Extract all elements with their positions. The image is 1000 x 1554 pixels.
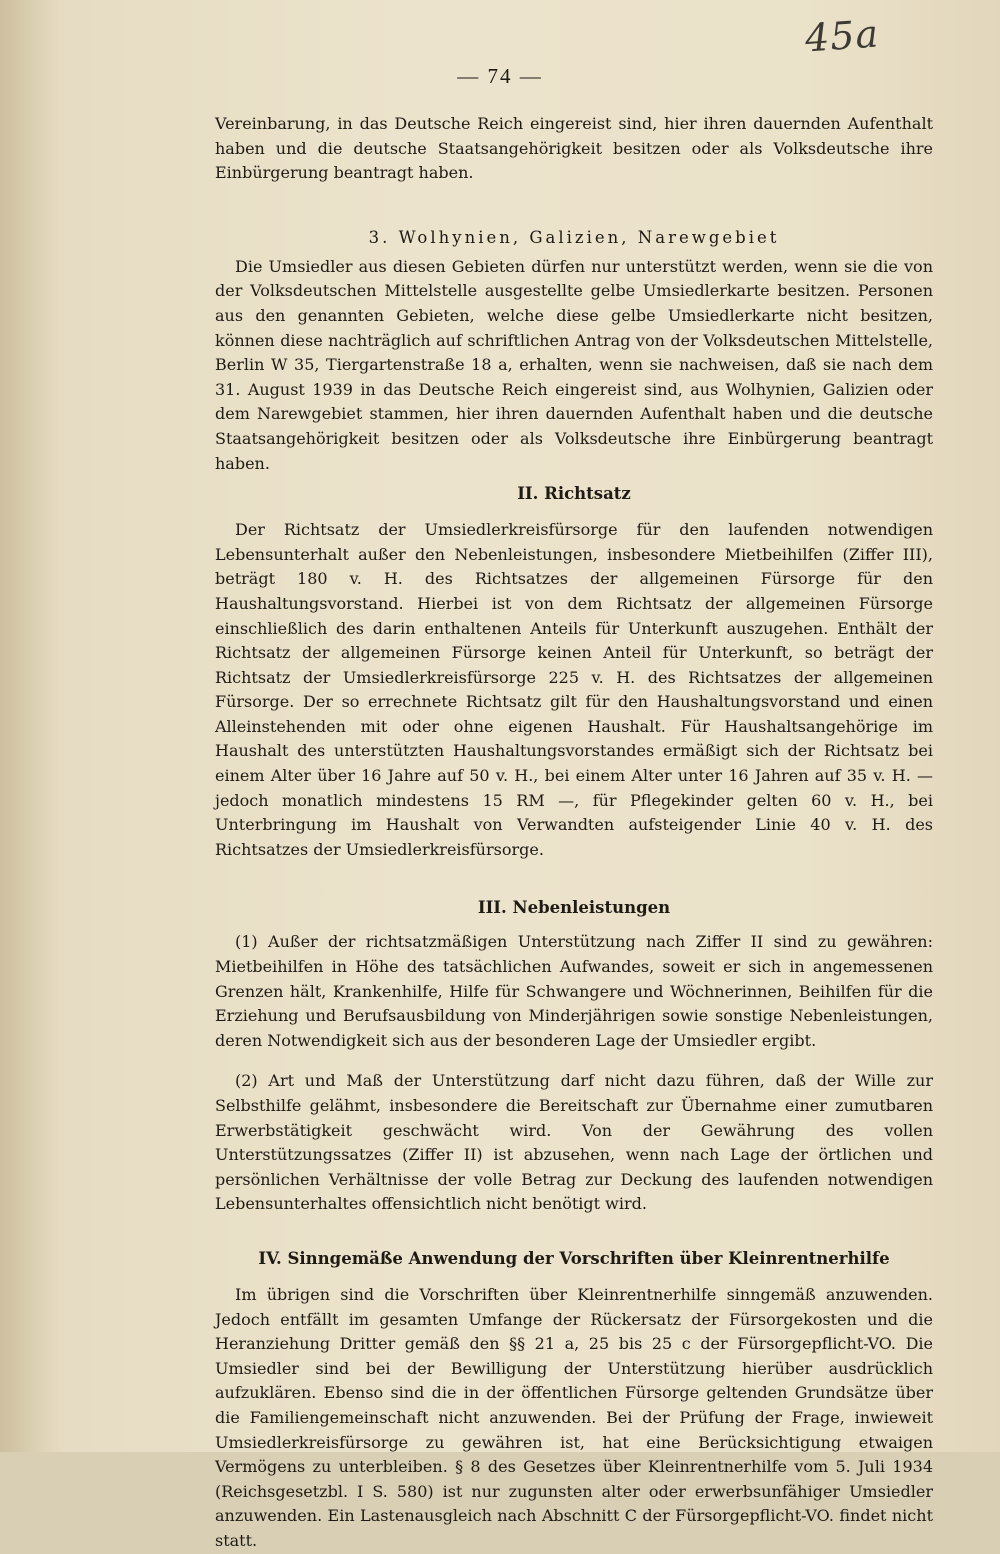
section-iv-paragraph: Im übrigen sind die Vorschriften über Kleinrentnerhilfe sinngemäß anzuwenden. Jedoch entfällt im gesamten Umfange der Rückersatz der Fürsorgekosten und die Heranziehung Dritter gemäß den §§ 21 a, 25 bis 25 c der Fürsorgepflicht-VO. Die Umsiedler sind bei der Bewilligung der Unterstützung hierüber ausdrücklich aufzuklären. Ebenso sind die in der öffentlichen Fürsorge geltenden Grundsätze über die Familiengemeinschaft nicht anzuwenden. Bei der Prüfung der Frage, inwieweit Umsiedlerkreisfürsorge zu gewähren ist, hat eine Berücksichtigung etwaigen Vermögens zu unterbleiben. § 8 des Gesetzes über Kleinrentnerhilfe vom 5. Juli 1934 (Reichsgesetzbl. I S. 580) ist nur zugunsten alter oder erwerbsunfähiger Umsiedler anzuwenden. Ein Lastenausgleich nach Abschnitt C der Fürsorgepflicht-VO. findet nicht statt.	[215, 1284, 933, 1550]
section-ii-heading: II. Richtsatz	[517, 484, 631, 504]
section-iii-paragraph-2: (2) Art und Maß der Unterstützung darf nicht dazu führen, daß der Wille zur Selbsthilfe gelähmt, insbesondere die Bereitschaft zur Übernahme einer zumutbaren Erwerbstätigkeit geschwächt wird. Von der Gewährung des vollen Unterstützungssatzes (Ziffer II) ist abzusehen, wenn nach Lage der örtlichen und persönlichen Verhältnisse der volle Betrag zur Deckung des laufenden notwendigen Lebensunterhaltes offensichtlich nicht benötigt wird.	[215, 1071, 933, 1214]
continuation-paragraph: Vereinbarung, in das Deutsche Reich eingereist sind, hier ihren dauernden Aufenthalt haben und die deutsche Staatsangehörigkeit besitzen oder als Volksdeutsche ihre Einbürgerung beantragt haben.	[215, 114, 933, 183]
section-iv-heading: IV. Sinngemäße Anwendung der Vorschriften über Kleinrentnerhilfe	[258, 1248, 890, 1268]
section-3-heading: 3. Wolhynien, Galizien, Narewgebiet	[368, 227, 780, 247]
section-iii-heading: III. Nebenleistungen	[477, 898, 671, 918]
section-iii-paragraph-1: (1) Außer der richtsatzmäßigen Unterstützung nach Ziffer II sind zu gewähren: Mietbeihilfen in Höhe des tatsächlichen Aufwandes, soweit er sich in angemessenen Grenzen hält, Krankenhilfe, Hilfe für Schwangere und Wöchnerinnen, Beihilfen für die Erziehung und Berufsausbildung von Minderjährigen sowie sonstige Nebenleistungen, deren Notwendigkeit sich aus der besonderen Lage der Umsiedler ergibt.	[215, 932, 933, 1050]
section-ii-paragraph: Der Richtsatz der Umsiedlerkreisfürsorge für den laufenden notwendigen Lebensunterhalt außer den Nebenleistungen, insbesondere Mietbeihilfen (Ziffer III), beträgt 180 v. H. des Richtsatzes der allgemeinen Fürsorge für den Haushaltungsvorstand. Hierbei ist von dem Richtsatz der allgemeinen Fürsorge einschließlich des darin enthaltenen Anteils für Unterkunft auszugehen. Enthält der Richtsatz der allgemeinen Fürsorge keinen Anteil für Unterkunft, so beträgt der Richtsatz der Umsiedlerkreisfürsorge 225 v. H. des Richtsatzes der allgemeinen Fürsorge. Der so errechnete Richtsatz gilt für den Haushaltungsvorstand und einen Alleinstehenden mit oder ohne eigenen Haushalt. Für Haushaltsangehörige im Haushalt des unterstützten Haushaltungsvorstandes ermäßigt sich der Richtsatz bei einem Alter über 16 Jahre auf 50 v. H., bei einem Alter unter 16 Jahren auf 35 v. H. — jedoch monatlich mindestens 15 RM —, für Pflegekinder gelten 60 v. H., bei Unterbringung im Haushalt von Verwandten aufsteigender Linie 40 v. H. des Richtsatzes der Umsiedlerkreisfürsorge.	[215, 520, 933, 859]
section-3-paragraph: Die Umsiedler aus diesen Gebieten dürfen nur unterstützt werden, wenn sie die von der Volksdeutschen Mittelstelle ausgestellte gelbe Umsiedlerkarte besitzen. Personen aus den genannten Gebieten, welche diese gelbe Umsiedlerkarte nicht besitzen, können diese nachträglich auf schriftlichen Antrag von der Volksdeutschen Mittelstelle, Berlin W 35, Tiergartenstraße 18 a, erhalten, wenn sie nachweisen, daß sie nach dem 31. August 1939 in das Deutsche Reich eingereist sind, aus Wolhynien, Galizien oder dem Narewgebiet stammen, hier ihren dauernden Aufenthalt haben und die deutsche Staatsangehörigkeit besitzen oder als Volksdeutsche ihre Einbürgerung beantragt haben.	[215, 256, 933, 473]
page-number: — 74 —	[457, 64, 543, 88]
handwritten-annotation: 45a	[803, 11, 881, 61]
page-body	[215, 110, 933, 1554]
